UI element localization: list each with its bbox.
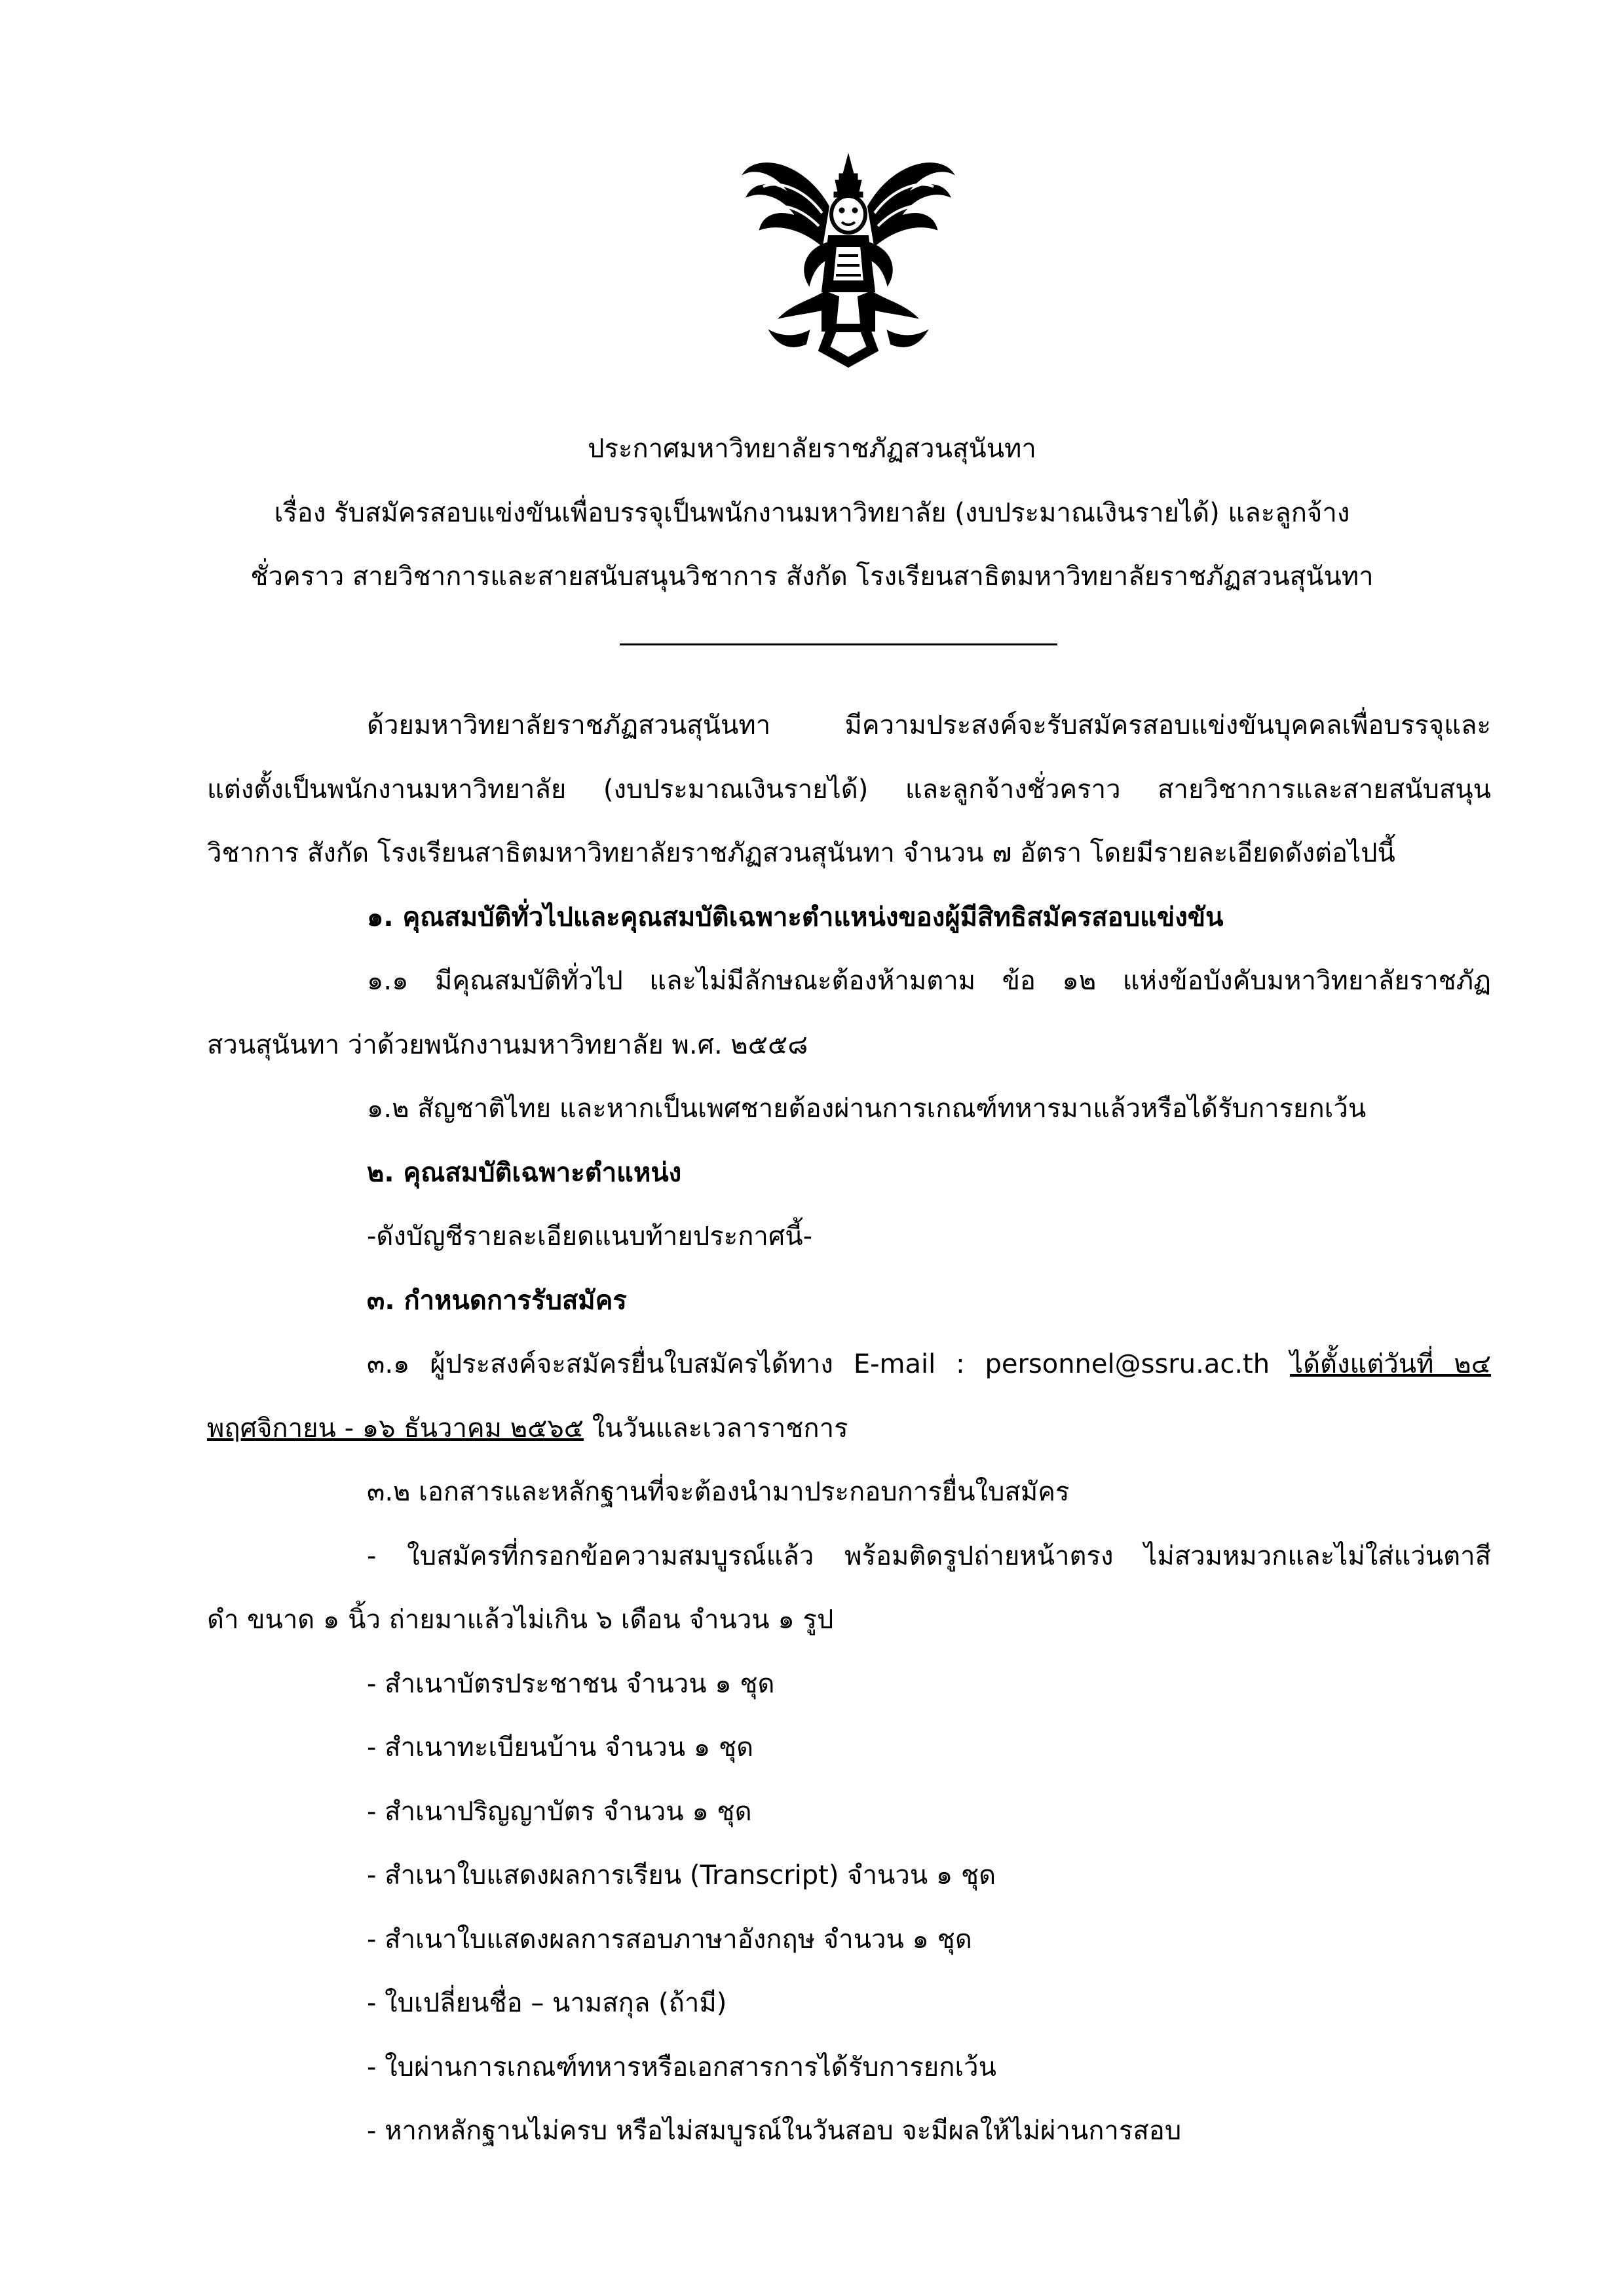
document-item: - ใบผ่านการเกณฑ์ทหารหรือเอกสารการได้รับการยกเว้น xyxy=(367,2052,996,2082)
office-hours-text: ในวันและเวลาราชการ xyxy=(584,1413,848,1444)
section-2-text: -ดังบัญชีรายละเอียดแนบท้ายประกาศนี้- xyxy=(367,1221,813,1252)
document-item: - ใบเปลี่ยนชื่อ – นามสกุล (ถ้ามี) xyxy=(367,1988,727,2018)
intro-line-1: ด้วยมหาวิทยาลัยราชภัฏสวนสุนันทา มีความประสงค์จะรับสมัครสอบแข่งขันบุคคลเพื่อบรรจุและ xyxy=(367,710,1491,740)
document-item: - สำเนาปริญญาบัตร จำนวน ๑ ชุด xyxy=(367,1797,752,1827)
section-3-item-1-line-1 xyxy=(367,1345,1491,1384)
document-1-line-1: - ใบสมัครที่กรอกข้อความสมบูรณ์แล้ว พร้อมติดรูปถ่ายหน้าตรง ไม่สวมหมวกและไม่ใส่แว่นตาสี xyxy=(367,1541,1491,1571)
section-1-item-1-line-2: สวนสุนันทา ว่าด้วยพนักงานมหาวิทยาลัย พ.ศ. ๒๕๕๘ xyxy=(207,1030,808,1060)
application-period-start: ได้ตั้งแต่วันที่ ๒๔ xyxy=(1289,1349,1491,1379)
section-3-heading: ๓. กำหนดการรับสมัคร xyxy=(367,1286,627,1316)
application-period-end: พฤศจิกายน - ๑๖ ธันวาคม ๒๕๖๕ xyxy=(207,1413,584,1444)
document-item: - สำเนาใบแสดงผลการเรียน (Transcript) จำนวน ๑ ชุด xyxy=(367,1860,996,1890)
section-1-item-2: ๑.๒ สัญชาติไทย และหากเป็นเพศชายต้องผ่านการเกณฑ์ทหารมาแล้วหรือได้รับการยกเว้น xyxy=(367,1094,1367,1124)
garuda-emblem xyxy=(730,134,966,377)
section-1-heading: ๑. คุณสมบัติทั่วไปและคุณสมบัติเฉพาะตำแหน่งของผู้มีสิทธิสมัครสอบแข่งขัน xyxy=(367,902,1224,932)
subject-line-1: เรื่อง รับสมัครสอบแข่งขันเพื่อบรรจุเป็นพนักงานมหาวิทยาลัย (งบประมาณเงินรายได้) และลูกจ้าง xyxy=(274,498,1350,528)
intro-line-2: แต่งตั้งเป็นพนักงานมหาวิทยาลัย (งบประมาณเงินรายได้) และลูกจ้างชั่วคราว สายวิชาการและสายสนับสนุน xyxy=(207,775,1491,805)
section-3-item-2: ๓.๒ เอกสารและหลักฐานที่จะต้องนำมาประกอบการยื่นใบสมัคร xyxy=(367,1477,1070,1507)
section-2-heading: ๒. คุณสมบัติเฉพาะตำแหน่ง xyxy=(367,1158,682,1188)
document-item: - สำเนาใบแสดงผลการสอบภาษาอังกฤษ จำนวน ๑ ชุด xyxy=(367,1924,972,1955)
document-item: - สำเนาทะเบียนบ้าน จำนวน ๑ ชุด xyxy=(367,1732,754,1763)
section-1-item-1-line-1: ๑.๑ มีคุณสมบัติทั่วไป และไม่มีลักษณะต้องห้ามตาม ข้อ ๑๒ แห่งข้อบังคับมหาวิทยาลัยราชภัฏ xyxy=(367,966,1491,996)
section-3-item-1-text: ๓.๑ ผู้ประสงค์จะสมัครยื่นใบสมัครได้ทาง E-mail : personnel@ssru.ac.th xyxy=(367,1349,1290,1379)
intro-line-3: วิชาการ สังกัด โรงเรียนสาธิตมหาวิทยาลัยราชภัฏสวนสุนันทา จำนวน ๗ อัตรา โดยมีรายละเอียดดังต่อไปนี้ xyxy=(207,838,1395,868)
document-item: - สำเนาบัตรประชาชน จำนวน ๑ ชุด xyxy=(367,1669,775,1699)
document-1-line-2: ดำ ขนาด ๑ นิ้ว ถ่ายมาแล้วไม่เกิน ๖ เดือน จำนวน ๑ รูป xyxy=(207,1605,834,1635)
subject-line-2: ชั่วคราว สายวิชาการและสายสนับสนุนวิชาการ สังกัด โรงเรียนสาธิตมหาวิทยาลัยราชภัฏสวนสุนันทา xyxy=(250,562,1374,592)
document-item: - หากหลักฐานไม่ครบ หรือไม่สมบูรณ์ในวันสอบ จะมีผลให้ไม่ผ่านการสอบ xyxy=(367,2116,1182,2146)
announcement-title: ประกาศมหาวิทยาลัยราชภัฏสวนสุนันทา xyxy=(588,434,1036,464)
heading-divider xyxy=(620,643,1057,645)
section-3-item-1-line-2 xyxy=(207,1409,1491,1448)
